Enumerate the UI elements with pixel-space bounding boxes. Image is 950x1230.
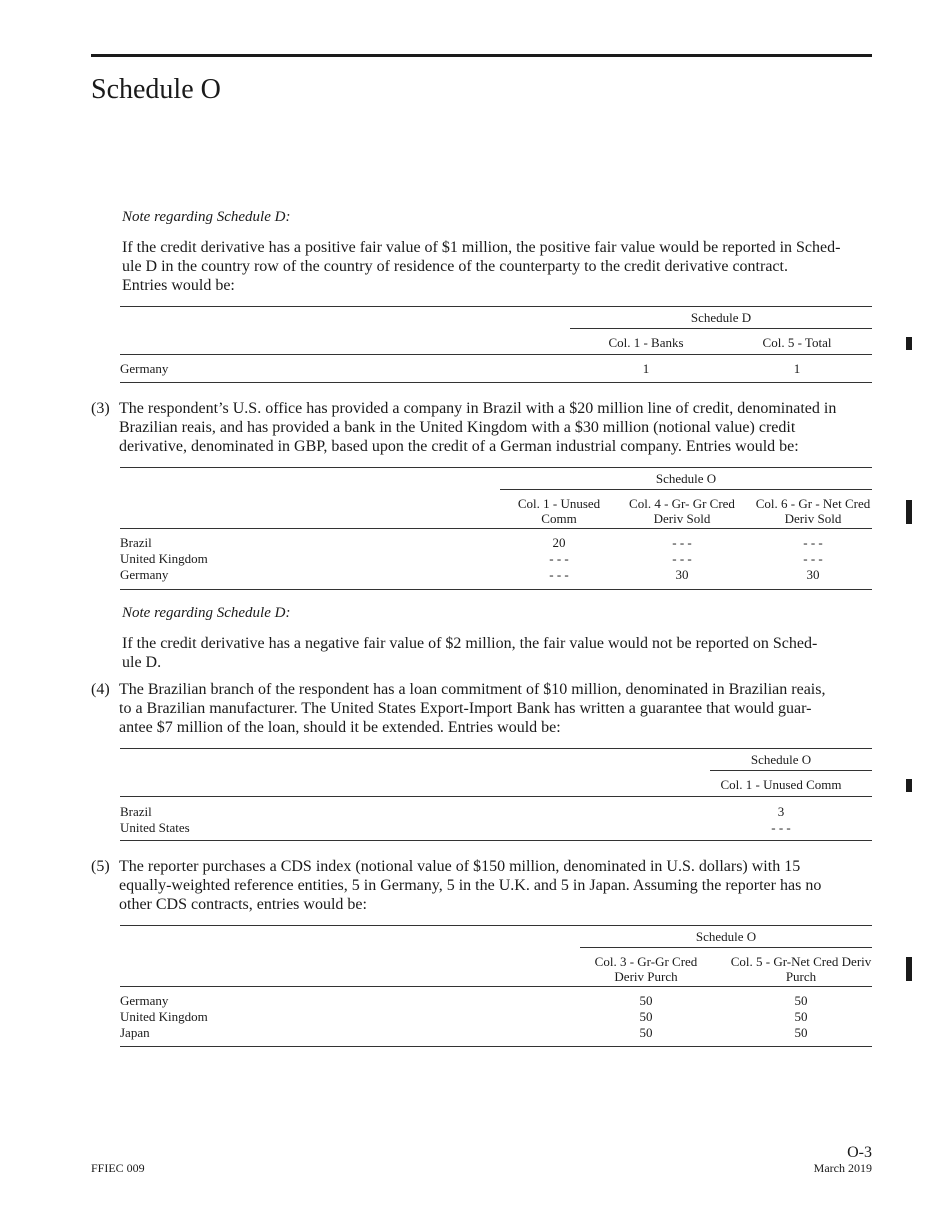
row-label: Germany: [120, 993, 169, 1008]
schedule-o-table: [120, 467, 872, 591]
footer-form-name: FFIEC 009: [91, 1161, 145, 1175]
page-title: Schedule O: [91, 74, 221, 105]
revision-bar: [906, 779, 912, 792]
table-cell: - - -: [549, 551, 569, 566]
note-title: Note regarding Schedule D:: [122, 605, 291, 621]
schedule-o-table: [120, 925, 872, 1049]
row-label: Germany: [120, 567, 169, 582]
table-cell: 30: [675, 567, 689, 582]
revision-bar: [906, 337, 912, 350]
column-header: Col. 1 - Unused Comm: [720, 777, 842, 792]
table-cell: - - -: [549, 567, 569, 582]
table-cell: - - -: [803, 551, 823, 566]
table-cell: 20: [552, 535, 566, 550]
item-text: The Brazilian branch of the respondent has a loan commitment of $10 million, denominated in Brazilian reais, to a Brazilian manufacturer. The United States Export-Import Bank has written a guarantee that would guar- antee $7 million of the loan, should it be extended. Entries would be:: [119, 681, 826, 736]
table-cell: 3: [777, 804, 785, 819]
schedule-d-table: [120, 306, 872, 384]
revision-bar: [906, 957, 912, 981]
column-header: Col. 6 - Gr - Net Cred Deriv Sold: [755, 496, 871, 526]
row-label: Germany: [120, 361, 169, 376]
item-number: (3): [91, 400, 110, 417]
page-number: O-3: [847, 1144, 872, 1161]
table-cell: 1: [642, 361, 650, 376]
table-group-header: Schedule O: [655, 471, 717, 486]
item-number: (4): [91, 681, 110, 698]
table-cell: 30: [806, 567, 820, 582]
row-label: United States: [120, 820, 190, 835]
table-cell: 50: [794, 1009, 808, 1024]
item-number: (5): [91, 858, 110, 875]
column-header: Col. 5 - Gr-Net Cred Deriv Purch: [730, 954, 872, 984]
row-label: Japan: [120, 1025, 150, 1040]
column-header: Col. 4 - Gr- Gr Cred Deriv Sold: [629, 496, 735, 526]
column-header: Col. 3 - Gr-Gr Cred Deriv Purch: [594, 954, 698, 984]
footer-date: March 2019: [813, 1161, 872, 1175]
note-title: Note regarding Schedule D:: [122, 209, 291, 225]
table-cell: - - -: [803, 535, 823, 550]
row-label: United Kingdom: [120, 551, 208, 566]
table-cell: 50: [639, 1009, 653, 1024]
row-label: United Kingdom: [120, 1009, 208, 1024]
column-header: Col. 5 - Total: [762, 335, 832, 350]
row-label: Brazil: [120, 535, 152, 550]
table-cell: - - -: [672, 535, 692, 550]
table-cell: - - -: [672, 551, 692, 566]
table-cell: 50: [794, 993, 808, 1008]
column-header: Col. 1 - Banks: [608, 335, 684, 350]
row-label: Brazil: [120, 804, 152, 819]
header-rule: [91, 54, 872, 57]
table-cell: 50: [639, 1025, 653, 1040]
schedule-o-table: [120, 748, 872, 843]
revision-bar: [906, 500, 912, 524]
item-text: The reporter purchases a CDS index (notional value of $150 million, denominated in U.S. dollars) with 15 equally-weighted reference entities, 5 in Germany, 5 in the U.K. and 5 in Japan. Assuming the reporter has no other CDS contracts, entries would be:: [119, 858, 822, 913]
table-group-header: Schedule O: [695, 929, 757, 944]
footer-page-info: [814, 1145, 872, 1175]
item-text: The respondent’s U.S. office has provided a company in Brazil with a $20 million line of credit, denominated in Brazilian reais, and has provided a bank in the United Kingdom with a $30 million (notional value) credit derivative, denominated in GBP, based upon the credit of a German industrial company. Entries would be:: [119, 400, 837, 455]
table-cell: - - -: [771, 820, 791, 835]
table-cell: 1: [793, 361, 801, 376]
table-cell: 50: [639, 993, 653, 1008]
note-paragraph: If the credit derivative has a positive fair value of $1 million, the positive fair value would be reported in Sched- ule D in the country row of the country of residence of the counterparty to the credit derivative contract. Entries would be:: [122, 239, 841, 294]
note-paragraph: If the credit derivative has a negative fair value of $2 million, the fair value would not be reported on Sched- ule D.: [122, 635, 818, 671]
table-cell: 50: [794, 1025, 808, 1040]
table-group-header: Schedule O: [750, 752, 812, 767]
column-header: Col. 1 - Unused Comm: [517, 496, 601, 526]
table-group-header: Schedule D: [690, 310, 752, 325]
